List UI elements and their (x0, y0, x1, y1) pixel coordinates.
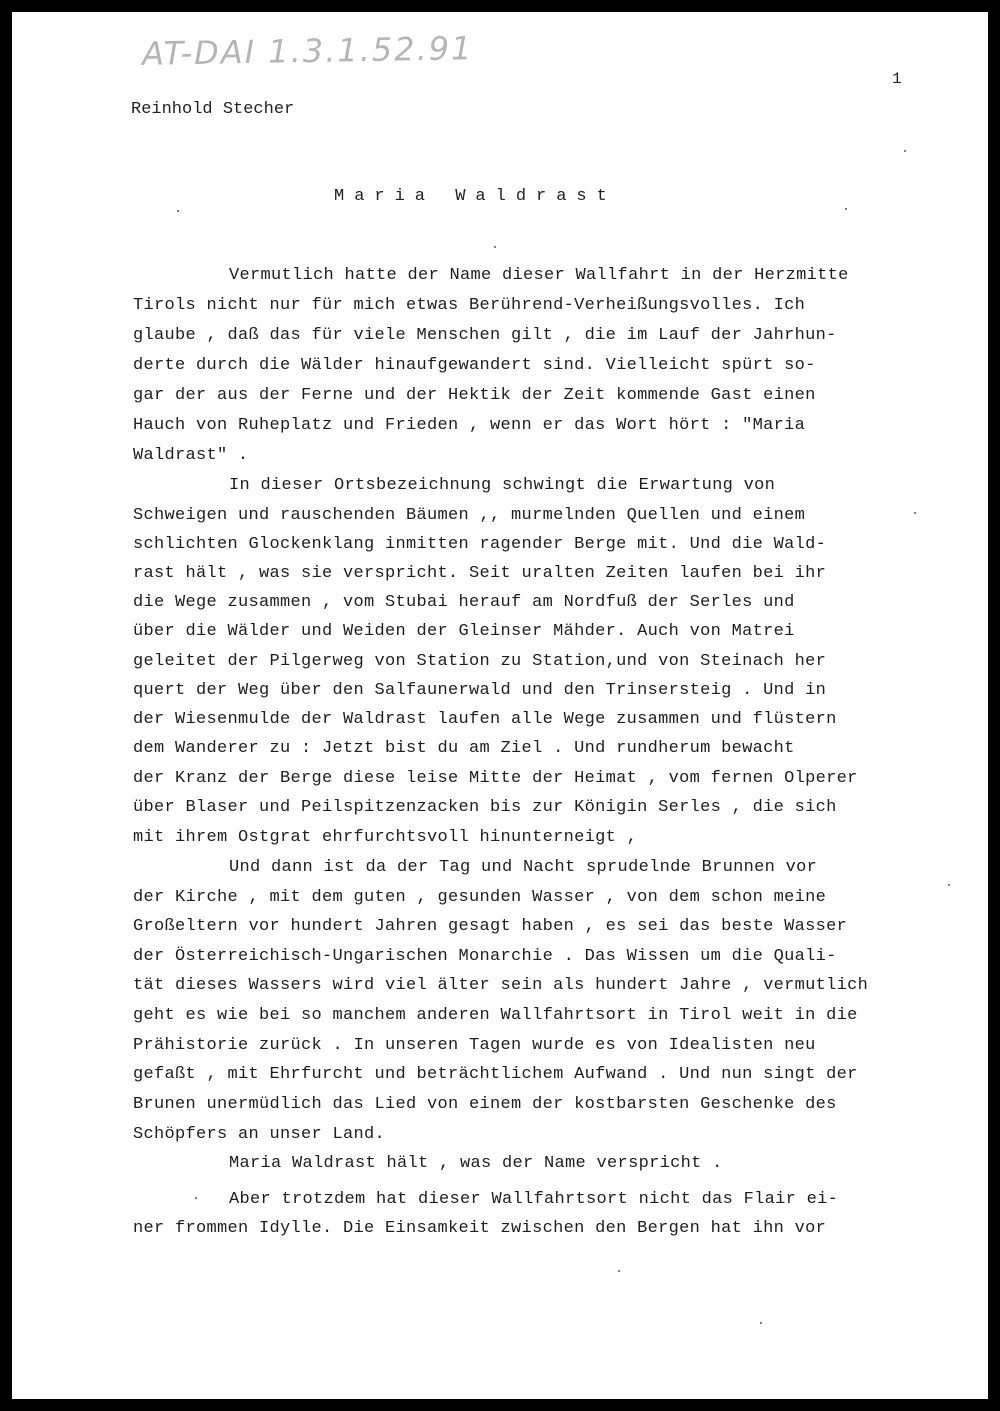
scan-speck (845, 208, 847, 210)
text-line: dem Wanderer zu : Jetzt bist du am Ziel . Und rundherum bewacht (133, 739, 795, 758)
text-line: quert der Weg über den Salfaunerwald und den Trinsersteig . Und in (133, 681, 827, 700)
text-line: Aber trotzdem hat dieser Wallfahrtsort nicht das Flair ei- (229, 1190, 839, 1209)
text-line: Schweigen und rauschenden Bäumen ,, murmelnden Quellen und einem (133, 506, 806, 525)
scan-speck (195, 1197, 197, 1199)
text-line: über die Wälder und Weiden der Gleinser Mähder. Auch von Matrei (133, 622, 795, 641)
text-line: ner frommen Idylle. Die Einsamkeit zwischen den Bergen hat ihn vor (133, 1219, 827, 1238)
text-line: tät dieses Wassers wird viel älter sein als hundert Jahre , vermutlich (133, 976, 869, 995)
document-title: Maria Waldrast (334, 187, 617, 206)
text-line: schlichten Glockenklang inmitten ragender Berge mit. Und die Wald- (133, 535, 827, 554)
text-line: Tirols nicht nur für mich etwas Berührend-Verheißungsvolles. Ich (133, 296, 806, 315)
page-number: 1 (892, 70, 902, 88)
text-line: Und dann ist da der Tag und Nacht sprudelnde Brunnen vor (229, 858, 818, 877)
text-line: der Kirche , mit dem guten , gesunden Wasser , von dem schon meine (133, 888, 827, 907)
text-line: Brunen unermüdlich das Lied von einem der kostbarsten Geschenke des (133, 1095, 837, 1114)
text-line: Vermutlich hatte der Name dieser Wallfahrt in der Herzmitte (229, 266, 849, 285)
scan-speck (618, 1270, 620, 1272)
text-line: gefaßt , mit Ehrfurcht und beträchtlichem Aufwand . Und nun singt der (133, 1065, 858, 1084)
scan-speck (494, 246, 496, 248)
archive-signature: AT-DAI 1.3.1.52.91 (141, 29, 474, 73)
text-line: Waldrast" . (133, 446, 249, 465)
scan-speck (948, 884, 950, 886)
text-line: rast hält , was sie verspricht. Seit uralten Zeiten laufen bei ihr (133, 564, 827, 583)
body-text (12, 12, 988, 1399)
text-line: der Wiesenmulde der Waldrast laufen alle Wege zusammen und flüstern (133, 710, 837, 729)
text-line: der Kranz der Berge diese leise Mitte der Heimat , vom fernen Olperer (133, 769, 858, 788)
text-line: Maria Waldrast hält , was der Name verspricht . (229, 1154, 723, 1173)
text-line: der Österreichisch-Ungarischen Monarchie . Das Wissen um die Quali- (133, 947, 837, 966)
text-line: glaube , daß das für viele Menschen gilt , die im Lauf der Jahrhun- (133, 326, 837, 345)
scan-speck (904, 150, 906, 152)
text-line: mit ihrem Ostgrat ehrfurchtsvoll hinunterneigt , (133, 828, 638, 847)
text-line: Prähistorie zurück . In unseren Tagen wurde es von Idealisten neu (133, 1036, 816, 1055)
text-line: geht es wie bei so manchem anderen Wallfahrtsort in Tirol weit in die (133, 1006, 858, 1025)
scan-speck (914, 512, 916, 514)
text-line: über Blaser und Peilspitzenzacken bis zur Königin Serles , die sich (133, 798, 837, 817)
scan-speck (760, 1322, 762, 1324)
text-line: Hauch von Ruheplatz und Frieden , wenn er das Wort hört : "Maria (133, 416, 806, 435)
text-line: Großeltern vor hundert Jahren gesagt haben , es sei das beste Wasser (133, 917, 848, 936)
text-line: gar der aus der Ferne und der Hektik der Zeit kommende Gast einen (133, 386, 816, 405)
text-line: geleitet der Pilgerweg von Station zu Station,und von Steinach her (133, 652, 827, 671)
text-line: die Wege zusammen , vom Stubai herauf am Nordfuß der Serles und (133, 593, 795, 612)
text-line: derte durch die Wälder hinaufgewandert sind. Vielleicht spürt so- (133, 356, 816, 375)
document-page (12, 12, 988, 1399)
text-line: In dieser Ortsbezeichnung schwingt die Erwartung von (229, 476, 776, 495)
scan-speck (177, 210, 179, 212)
text-line: Schöpfers an unser Land. (133, 1125, 386, 1144)
author-name: Reinhold Stecher (131, 100, 295, 119)
